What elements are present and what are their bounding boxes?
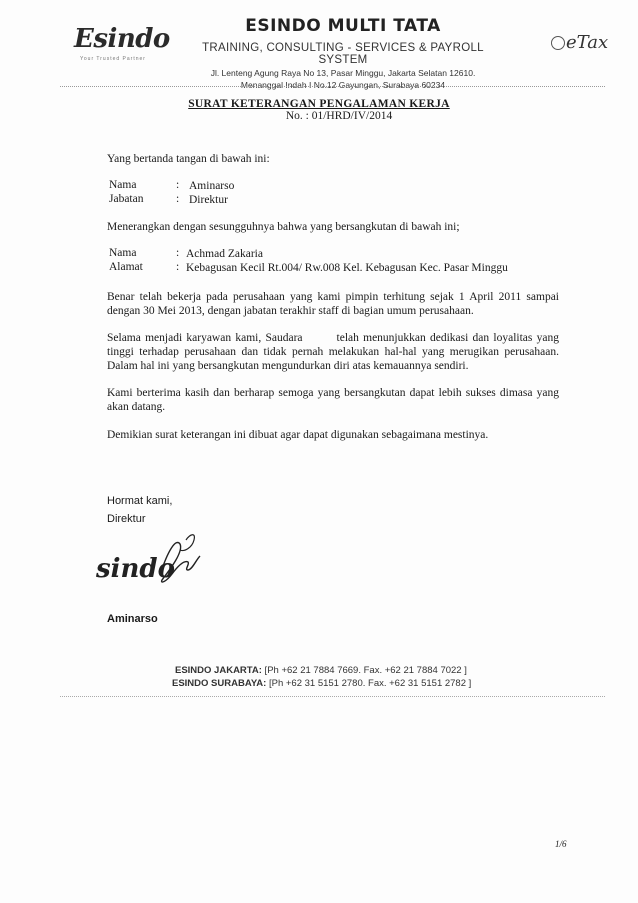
statement-text: Menerangkan dengan sesungguhnya bahwa yang bersangkutan di bawah ini; [107,221,460,233]
employee-name-label: Nama [109,247,137,259]
signature-stamp: sindo [96,554,175,584]
footer-surabaya-label: ESINDO SURABAYA: [172,678,267,689]
company-address-jakarta: Jl. Lenteng Agung Raya No 13, Pasar Minggu, Jakarta Selatan 12610. [210,68,476,78]
employee-name-value: Achmad Zakaria [186,248,263,260]
signer-position: Direktur [107,513,146,525]
footer-divider [60,696,605,697]
footer-jakarta [175,665,467,676]
closing-paragraph: Demikian surat keterangan ini dibuat agar dapat digunakan sebagaimana mestinya. [107,429,489,441]
employee-address-value: Kebagusan Kecil Rt.004/ Rw.008 Kel. Kebagusan Kec. Pasar Minggu [186,262,508,274]
signer-name-label: Nama [109,179,137,191]
signature-scribble [150,530,210,590]
etax-logo [551,32,608,53]
employee-address-label: Alamat [109,261,143,273]
company-letterhead [183,16,503,90]
employee-address-colon: : [176,261,180,273]
logo-wordmark: Esindo [74,24,170,54]
etax-ring-icon [551,36,565,50]
page-number: 1/6 [555,839,567,849]
logo-tagline: Your Trusted Partner [80,56,146,62]
footer-surabaya [172,678,471,689]
conduct-paragraph: Selama menjadi karyawan kami, Saudara telah menunjukkan dedikasi dan loyalitas yang tinggi terhadap perusahaan dan tidak pernah melakukan hal-hal yang merugikan perusahaan. Dalam hal ini yang bersangkutan mengundurkan diri atas kemauannya sendiri. [107,332,562,372]
intro-text: Yang bertanda tangan di bawah ini: [107,153,270,165]
letter-title: SURAT KETERANGAN PENGALAMAN KERJA [188,98,450,110]
signer-position-value: Direktur [189,194,228,206]
signer-name-value: Aminarso [189,180,235,192]
letter-number: No. : 01/HRD/IV/2014 [285,110,393,122]
esindo-logo [74,24,170,66]
signer-position-colon: : [176,193,180,205]
header-divider [60,86,605,87]
company-services: TRAINING, CONSULTING - SERVICES & PAYROLL SYSTEM [202,42,484,66]
etax-wordmark: eTax [566,32,609,53]
company-name: ESINDO MULTI TATA [245,16,441,36]
signer-name-colon: : [176,179,180,191]
employment-paragraph: Benar telah bekerja pada perusahaan yang kami pimpin terhitung sejak 1 April 2011 sampai dengan 30 Mei 2013, dengan jabatan terakhir staff di bagian umum perusahaan. [107,291,559,317]
company-address-surabaya: Menanggal Indah I No.12 Gayungan, Surabaya 60234 [240,80,446,90]
employee-name-colon: : [176,247,180,259]
signer-printed-name: Aminarso [107,613,158,625]
footer-jakarta-contact: [Ph +62 21 7884 7669. Fax. +62 21 7884 7022 ] [261,665,467,676]
footer-jakarta-label: ESINDO JAKARTA: [175,665,262,676]
closing-salutation: Hormat kami, [107,495,173,507]
wishes-paragraph: Kami berterima kasih dan berharap semoga yang bersangkutan dapat lebih sukses dimasa yang akan datang. [107,387,559,413]
footer-surabaya-contact: [Ph +62 31 5151 2780. Fax. +62 31 5151 2782 ] [266,678,472,689]
signer-position-label: Jabatan [109,193,144,205]
